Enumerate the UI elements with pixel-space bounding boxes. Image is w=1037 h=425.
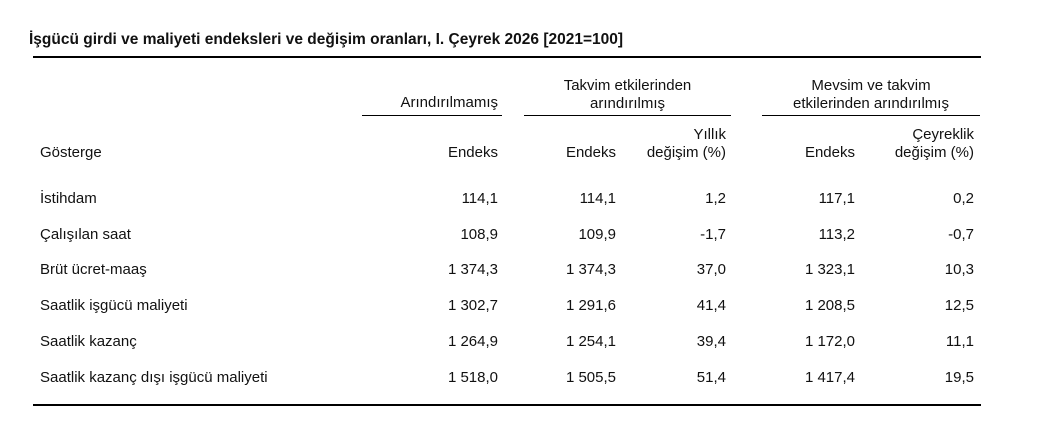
cell-annual-change: -1,7	[700, 226, 726, 243]
group-header-seasonal-line-2: etkilerinden arındırılmış	[793, 95, 949, 112]
row-indicator: İstihdam	[40, 190, 97, 207]
cell-seasonal-index: 1 172,0	[804, 333, 855, 350]
cell-annual-change: 39,4	[696, 333, 726, 350]
cell-annual-change: 41,4	[696, 297, 726, 314]
group-underline-seasonal	[762, 115, 980, 116]
top-rule	[33, 56, 981, 58]
group-header-calendar-line-1: Takvim etkilerinden	[563, 77, 692, 94]
cell-annual-change: 1,2	[705, 190, 726, 207]
group-header-unadjusted: Arındırılmamış	[400, 94, 498, 111]
column-header-index-calendar: Endeks	[565, 144, 616, 161]
table-title: İşgücü girdi ve maliyeti endeksleri ve değişim oranları, I. Çeyrek 2026 [2021=100]	[29, 31, 624, 48]
cell-unadjusted-index: 1 518,0	[447, 369, 498, 386]
group-underline-calendar	[524, 115, 731, 116]
cell-seasonal-index: 117,1	[818, 190, 855, 207]
cell-calendar-index: 114,1	[579, 190, 616, 207]
cell-quarterly-change: 11,1	[945, 333, 974, 350]
row-indicator: Çalışılan saat	[40, 226, 131, 243]
cell-unadjusted-index: 1 264,9	[447, 333, 498, 350]
cell-calendar-index: 1 254,1	[565, 333, 616, 350]
cell-seasonal-index: 1 208,5	[804, 297, 855, 314]
cell-unadjusted-index: 1 302,7	[447, 297, 498, 314]
group-header-seasonal-line-1: Mevsim ve takvim	[811, 77, 931, 94]
cell-quarterly-change: 0,2	[953, 190, 974, 207]
cell-unadjusted-index: 1 374,3	[447, 261, 498, 278]
column-header-quarterly-change-line-2: değişim (%)	[894, 144, 974, 161]
cell-quarterly-change: -0,7	[948, 226, 974, 243]
column-header-indicator: Gösterge	[40, 144, 102, 161]
group-header-calendar-line-2: arındırılmış	[589, 95, 665, 112]
bottom-rule	[33, 404, 981, 406]
cell-seasonal-index: 113,2	[818, 226, 855, 243]
column-header-quarterly-change	[860, 126, 974, 162]
cell-unadjusted-index: 108,9	[460, 226, 498, 243]
cell-calendar-index: 1 505,5	[565, 369, 616, 386]
column-header-index-seasonal: Endeks	[804, 144, 855, 161]
column-header-quarterly-change-line-1: Çeyreklik	[912, 126, 974, 143]
cell-unadjusted-index: 114,1	[461, 190, 498, 207]
group-header-calendar	[524, 77, 731, 113]
cell-quarterly-change: 19,5	[944, 369, 974, 386]
cell-seasonal-index: 1 323,1	[804, 261, 855, 278]
cell-calendar-index: 1 374,3	[565, 261, 616, 278]
row-indicator: Saatlik kazanç dışı işgücü maliyeti	[40, 369, 268, 386]
row-indicator: Saatlik kazanç	[40, 333, 137, 350]
cell-annual-change: 51,4	[696, 369, 726, 386]
cell-quarterly-change: 12,5	[944, 297, 974, 314]
group-underline-unadjusted	[362, 115, 502, 116]
cell-seasonal-index: 1 417,4	[804, 369, 855, 386]
column-header-index-unadjusted: Endeks	[447, 144, 498, 161]
column-header-annual-change-line-2: değişim (%)	[646, 144, 726, 161]
cell-annual-change: 37,0	[696, 261, 726, 278]
cell-calendar-index: 109,9	[578, 226, 616, 243]
group-header-seasonal	[762, 77, 980, 113]
cell-calendar-index: 1 291,6	[565, 297, 616, 314]
row-indicator: Saatlik işgücü maliyeti	[40, 297, 188, 314]
row-indicator: Brüt ücret-maaş	[40, 261, 147, 278]
cell-quarterly-change: 10,3	[944, 261, 974, 278]
column-header-annual-change	[620, 126, 726, 162]
column-header-annual-change-line-1: Yıllık	[693, 126, 726, 143]
